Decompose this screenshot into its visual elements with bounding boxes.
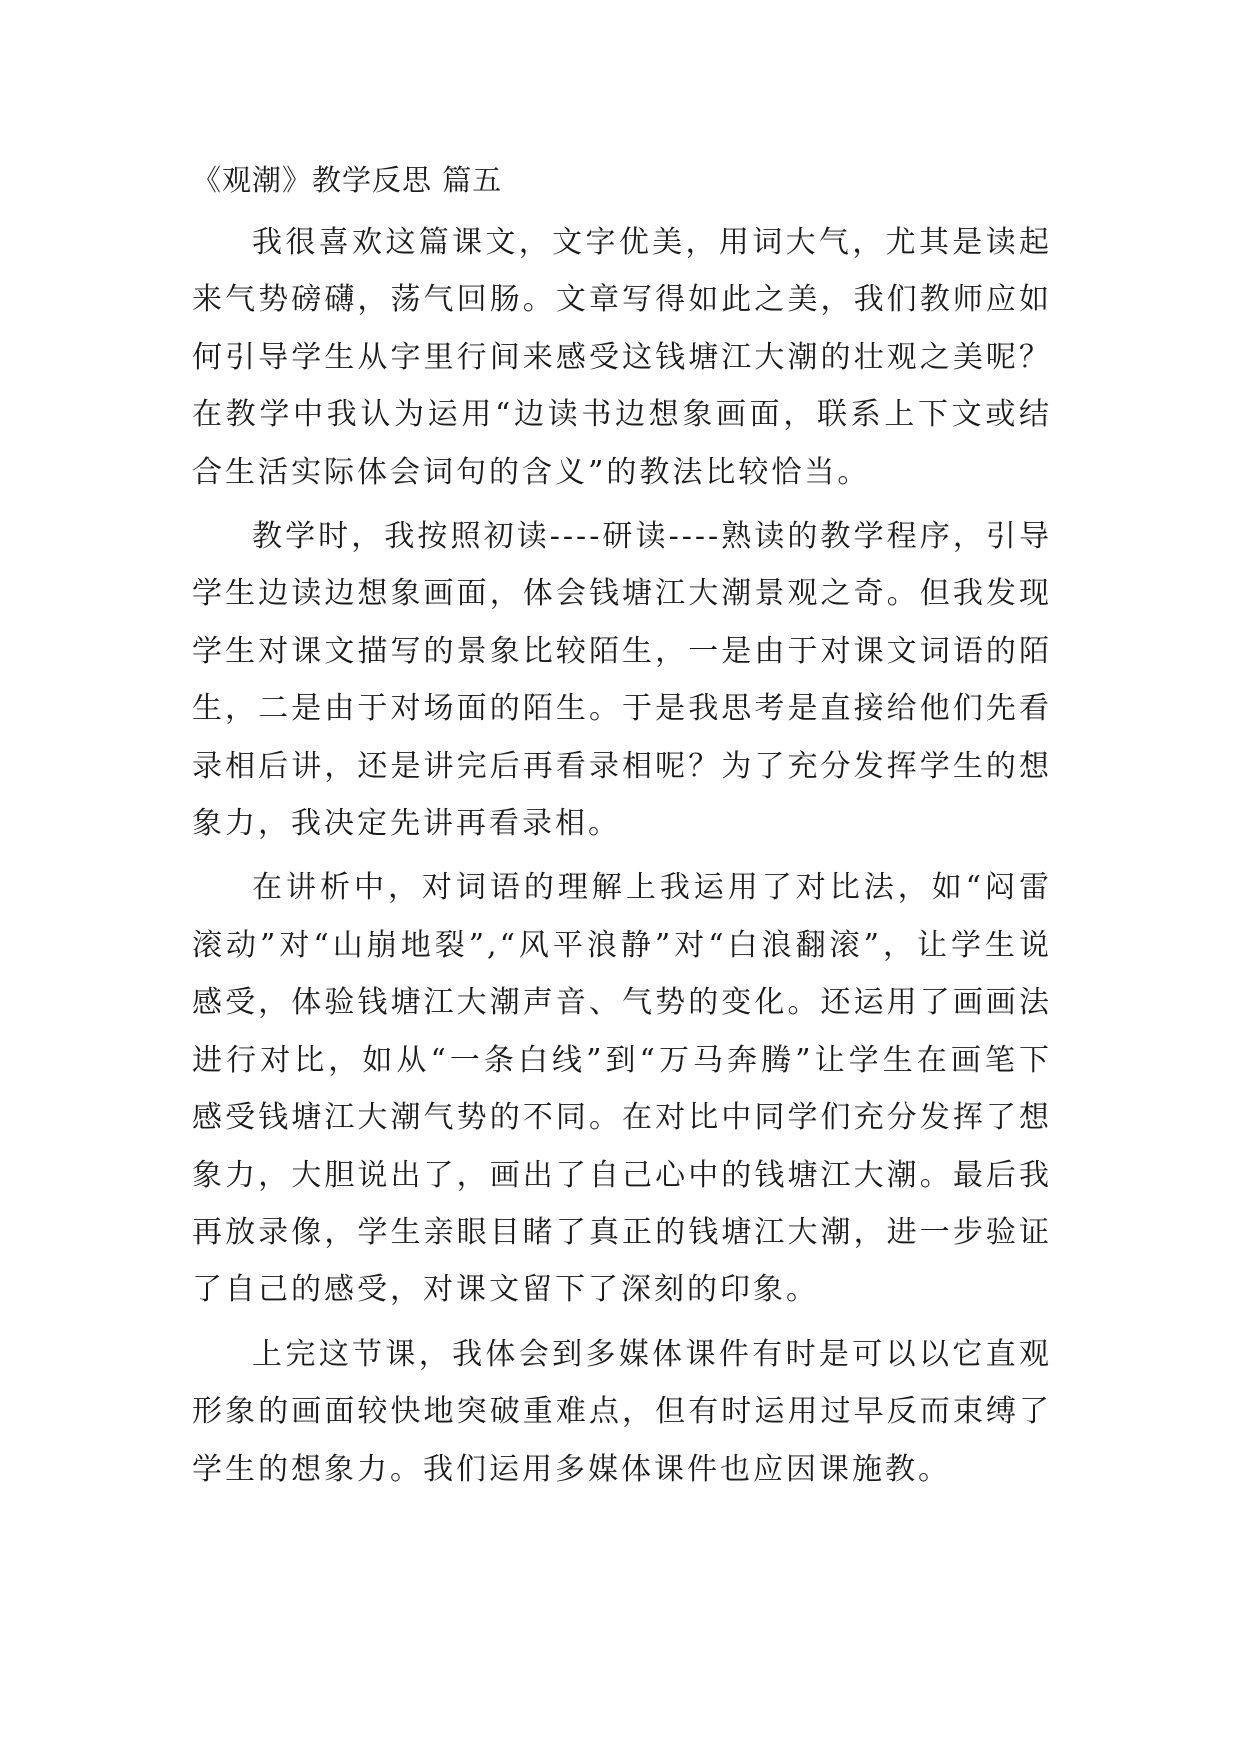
paragraph-2: 教学时，我按照初读----研读----熟读的教学程序，引导学生边读边想象画面，体会钱塘江大潮景观之奇。但我发现学生对课文描写的景象比较陌生，一是由于对课文词语的陌生，二是由于对场面的陌生。于是我思考是直接给他们先看录相后讲，还是讲完后再看录相呢？为了充分发挥学生的想象力，我决定先讲再看录相。 <box>192 519 1052 842</box>
paragraph-3: 在讲析中，对词语的理解上我运用了对比法，如“闷雷滚动”对“山崩地裂”,“风平浪静”对“白浪翻滚”，让学生说感受，体验钱塘江大潮声音、气势的变化。还运用了画画法进行对比，如从“一条白线”到“万马奔腾”让学生在画笔下感受钱塘江大潮气势的不同。在对比中同学们充分发挥了想象力，大胆说出了，画出了自己心中的钱塘江大潮。最后我再放录像，学生亲眼目睹了真正的钱塘江大潮，进一步验证了自己的感受，对课文留下了深刻的印象。 <box>192 870 1052 1308</box>
document-title: 《观潮》教学反思 篇五 <box>192 163 503 197</box>
paragraph-1: 我很喜欢这篇课文，文字优美，用词大气，尤其是读起来气势磅礴，荡气回肠。文章写得如此之美，我们教师应如何引导学生从字里行间来感受这钱塘江大潮的壮观之美呢？在教学中我认为运用“边读书边想象画面，联系上下文或结合生活实际体会词句的含义”的教法比较恰当。 <box>192 225 1052 490</box>
document-body <box>192 160 1052 1505</box>
paragraph-4: 上完这节课，我体会到多媒体课件有时是可以以它直观形象的画面较快地突破重难点，但有时运用过早反而束缚了学生的想象力。我们运用多媒体课件也应因课施教。 <box>192 1336 1052 1487</box>
